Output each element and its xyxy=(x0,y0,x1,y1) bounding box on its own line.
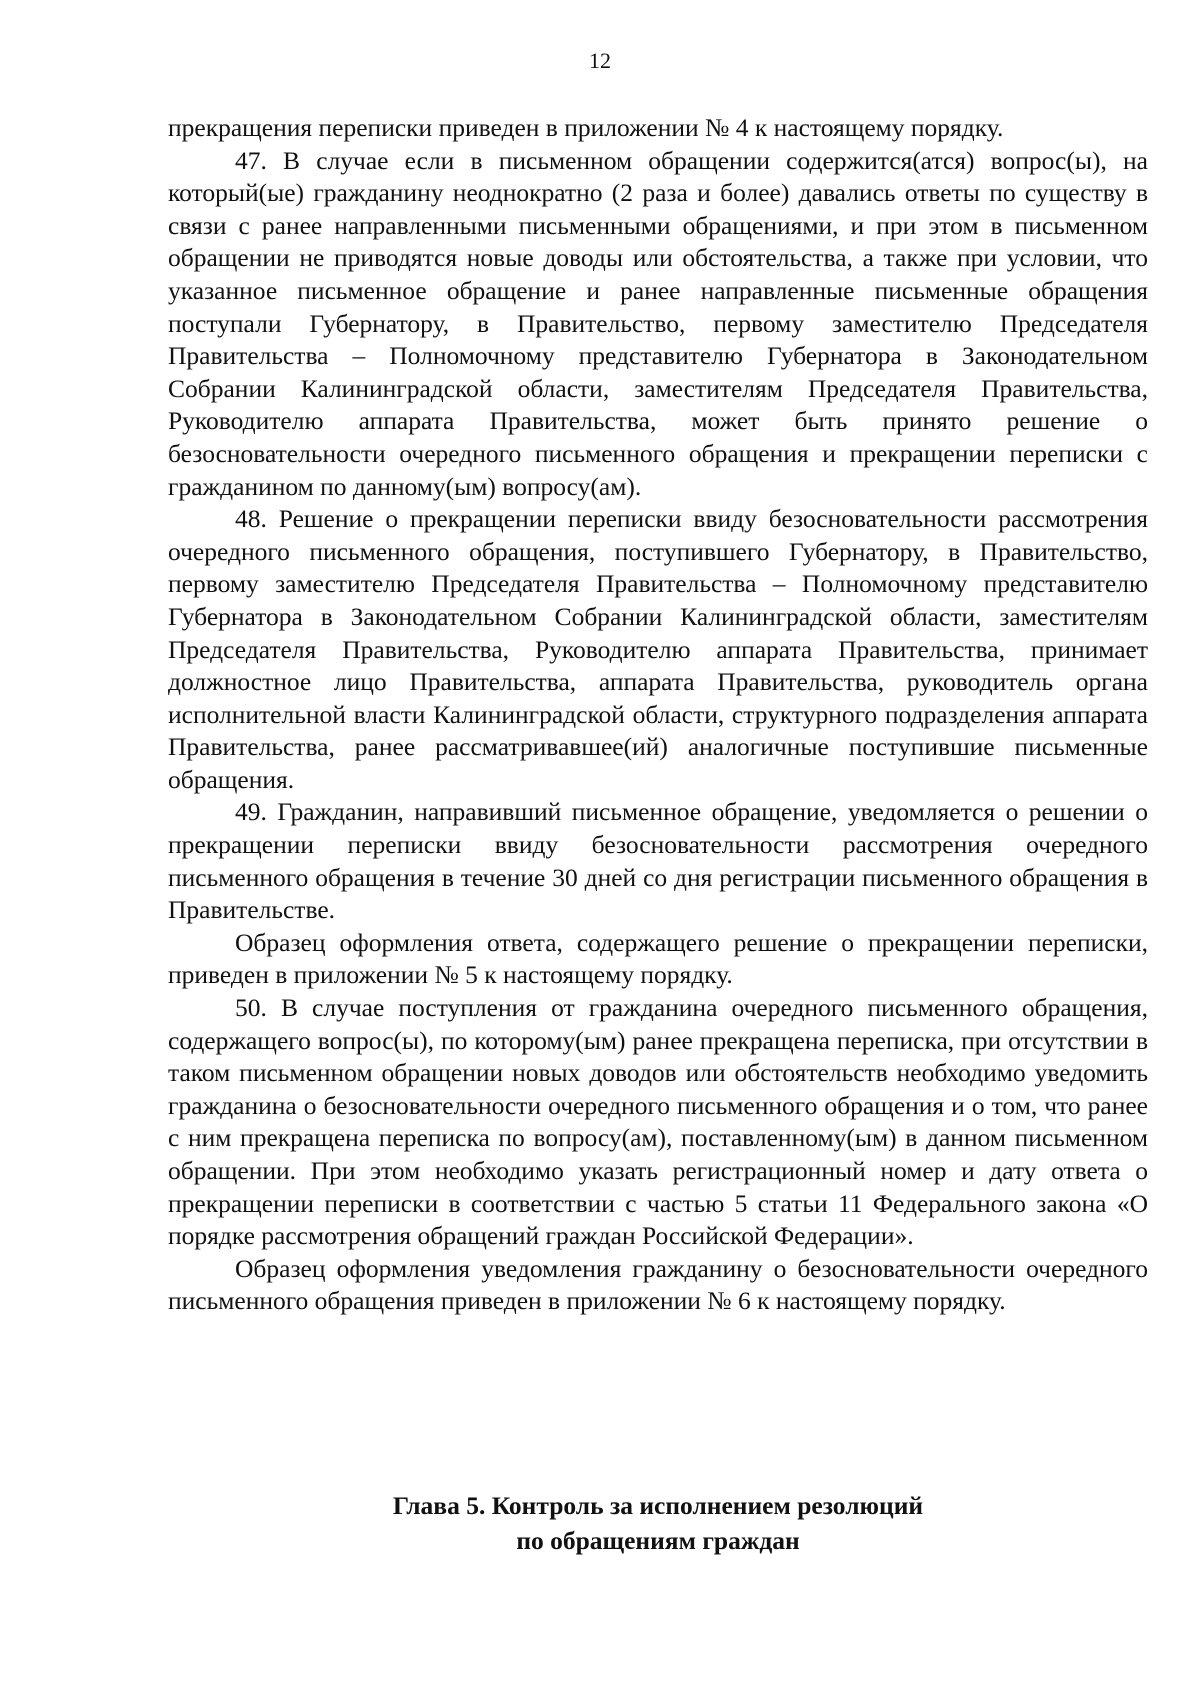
paragraph-49: 49. Гражданин, направивший письменное обращение, уведомляется о решении о прекращении переписки ввиду безосновательности рассмотрения очередного письменного обращения в течение 30 дней со дня регистрации письменного обращения в Правительстве. xyxy=(168,797,1148,925)
paragraph-49-sample-note: Образец оформления ответа, содержащего решение о прекращении переписки, приведен в приложении № 5 к настоящему порядку. xyxy=(168,927,1148,990)
paragraph-47: 47. В случае если в письменном обращении содержится(атся) вопрос(ы), на который(ые) гражданину неоднократно (2 раза и более) давались ответы по существу в связи с ранее направленными письменными обращениями, и при этом в письменном обращении не приводятся новые доводы или обстоятельства, а также при условии, что указанное письменное обращение и ранее направленные письменные обращения поступали Губернатору, в Правительство, первому заместителю Председателя Правительства – Полномочному представителю Губернатора в Законодательном Собрании Калининградской области, заместителям Председателя Правительства, Руководителю аппарата Правительства, может быть принято решение о безосновательности очередного письменного обращения и прекращении переписки с гражданином по данному(ым) вопросу(ам). xyxy=(168,145,1148,501)
page-number: 12 xyxy=(589,48,611,73)
paragraph-continuation: прекращения переписки приведен в приложении № 4 к настоящему порядку. xyxy=(168,113,1004,142)
chapter-heading-line-2: по обращениям граждан xyxy=(516,1526,800,1555)
document-body xyxy=(168,112,1148,1318)
paragraph-50: 50. В случае поступления от гражданина очередного письменного обращения, содержащего вопрос(ы), по которому(ым) ранее прекращена переписка, при отсутствии в таком письменном обращении новых доводов или обстоятельств необходимо уведомить гражданина о безосновательности очередного письменного обращения и о том, что ранее с ним прекращена переписка по вопросу(ам), поставленному(ым) в данном письменном обращении. При этом необходимо указать регистрационный номер и дату ответа о прекращении переписки в соответствии с частью 5 статьи 11 Федерального закона «О порядке рассмотрения обращений граждан Российской Федерации». xyxy=(168,993,1148,1251)
paragraph-50-sample-note: Образец оформления уведомления гражданину о безосновательности очередного письменного обращения приведен в приложении № 6 к настоящему порядку. xyxy=(168,1253,1148,1316)
paragraph-48: 48. Решение о прекращении переписки ввиду безосновательности рассмотрения очередного письменного обращения, поступившего Губернатору, в Правительство, первому заместителю Председателя Правительства – Полномочному представителю Губернатора в Законодательном Собрании Калининградской области, заместителям Председателя Правительства, Руководителю аппарата Правительства, принимает должностное лицо Правительства, аппарата Правительства, руководитель органа исполнительной власти Калининградской области, структурного подразделения аппарата Правительства, ранее рассматривавшее(ий) аналогичные поступившие письменные обращения. xyxy=(168,504,1148,794)
chapter-heading xyxy=(168,1488,1148,1558)
chapter-heading-line-1: Глава 5. Контроль за исполнением резолюций xyxy=(392,1491,924,1520)
